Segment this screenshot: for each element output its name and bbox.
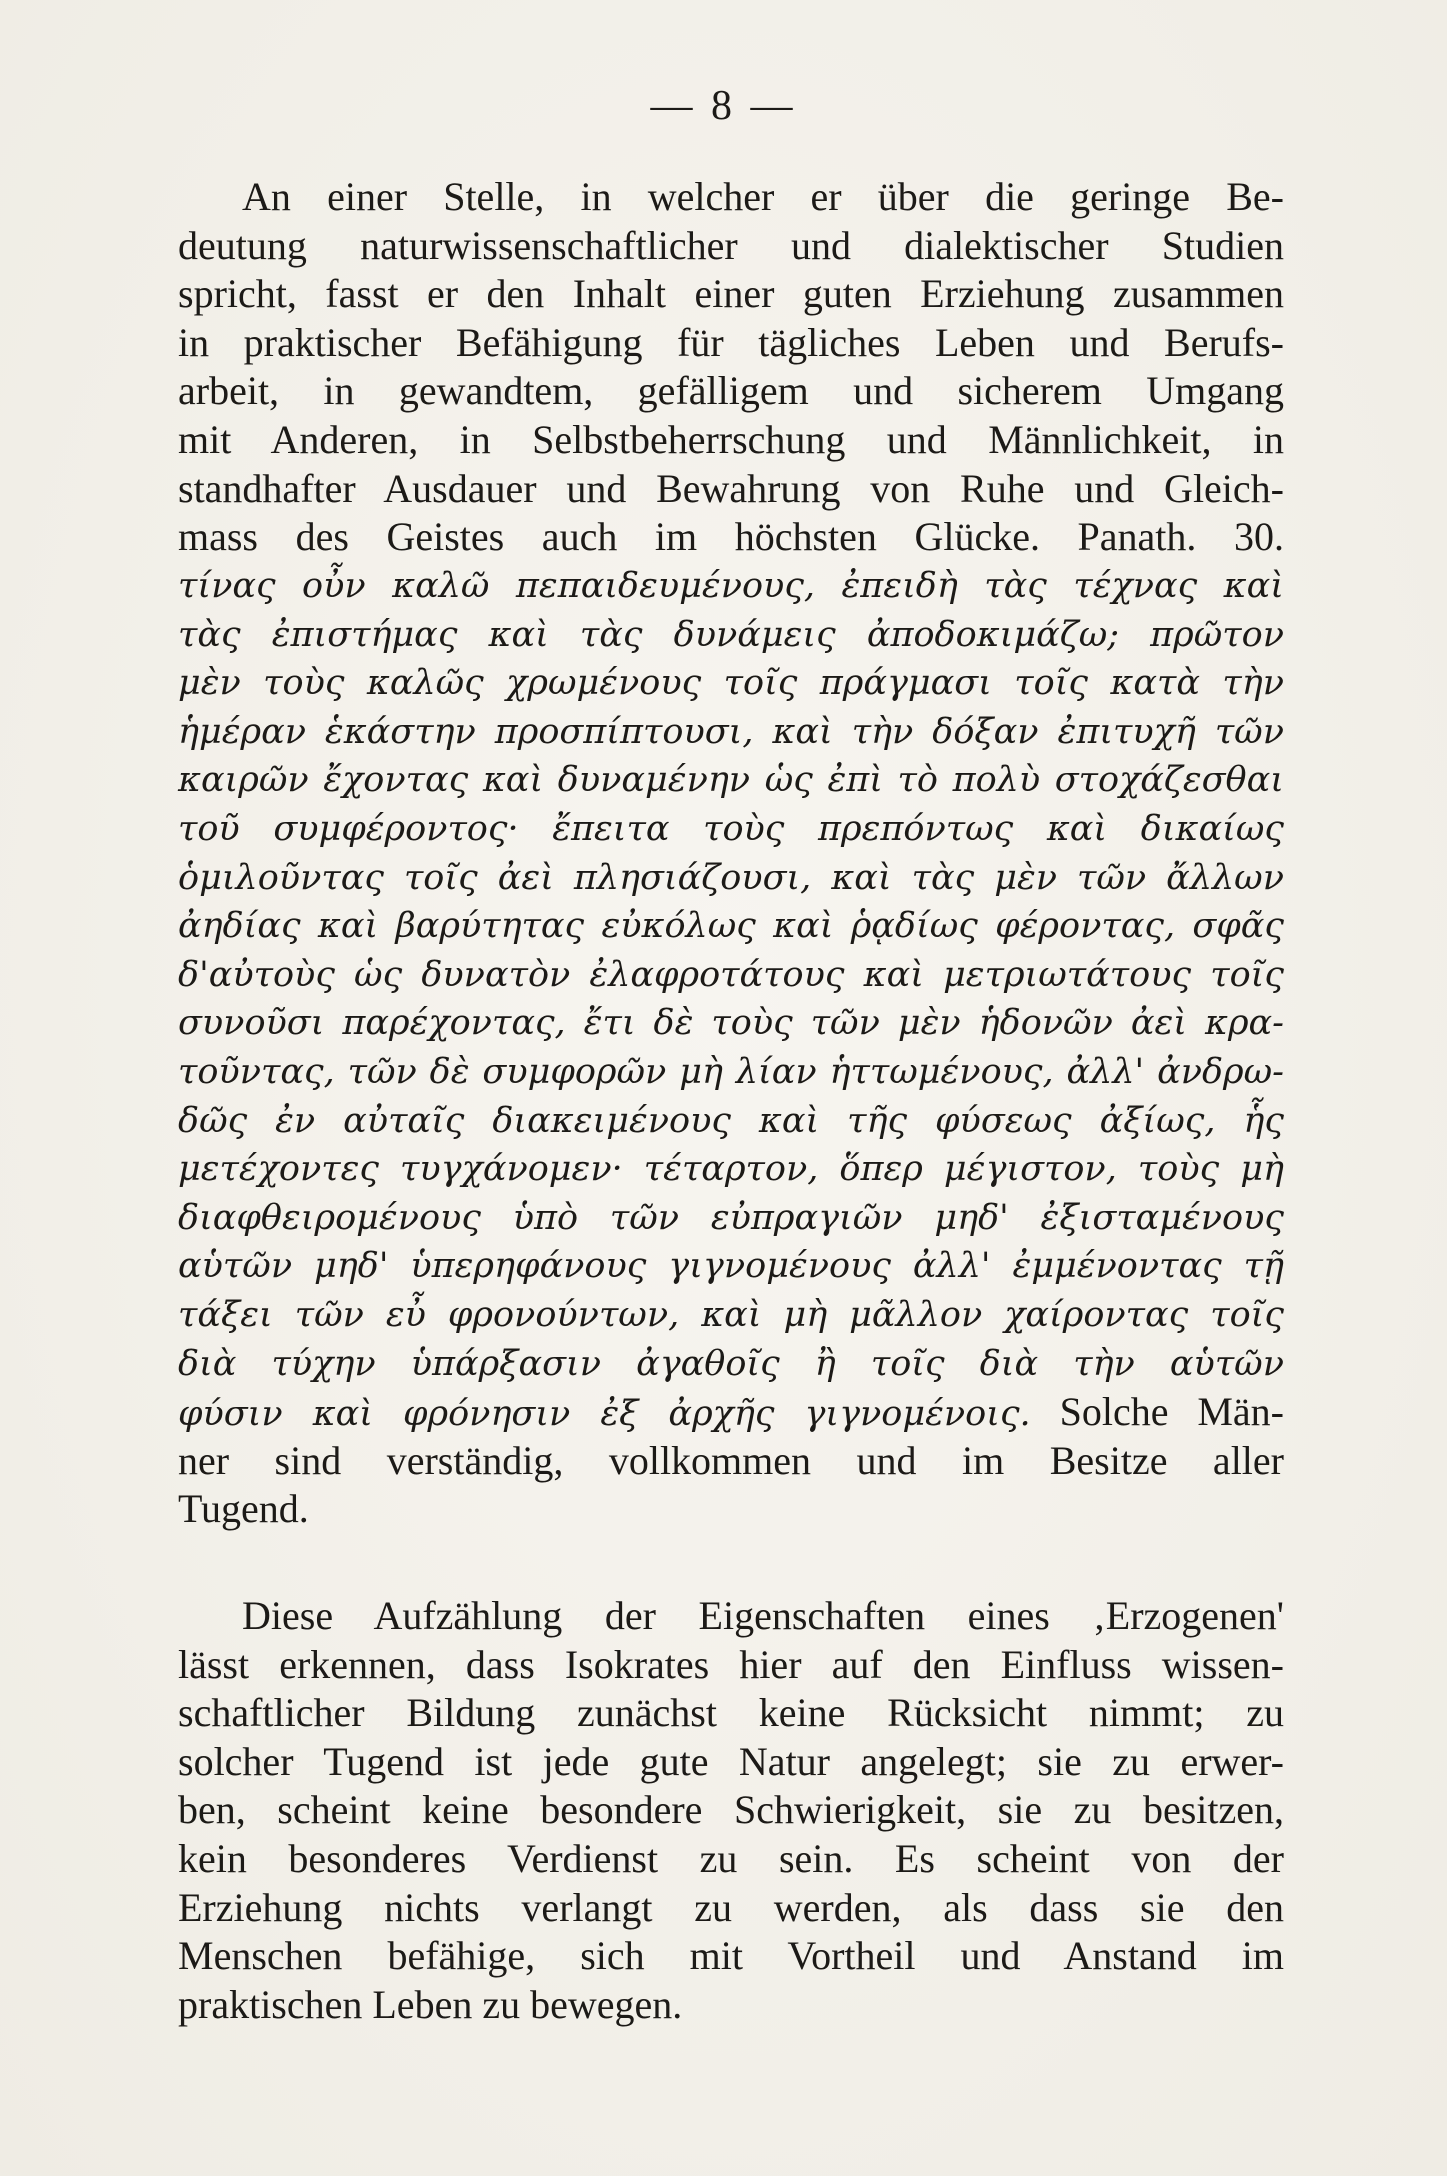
greek-line: τίνας οὖν καλῶ πεπαιδευμένους, ἐπειδὴ τὰς τέχνας καὶ <box>178 566 1284 606</box>
text-line: Menschen befähige, sich mit Vortheil und Anstand im <box>178 1933 1284 1979</box>
greek-line: διὰ τύχην ὑπάρξασιν ἀγαθοῖς ἢ τοῖς διὰ τὴν αὑτῶν <box>178 1343 1284 1384</box>
text-line: mit Anderen, in Selbstbeherrschung und Männlichkeit, in <box>178 416 1284 462</box>
greek-fragment: φύσιν καὶ φρόνησιν ἐξ ἀρχῆς γιγνομένοις. <box>178 1394 1031 1435</box>
greek-line: τὰς ἐπιστήμας καὶ τὰς δυνάμεις ἀποδοκιμάζω; πρῶτον <box>178 614 1284 655</box>
german-fragment: Solche Män- <box>1030 1389 1284 1435</box>
text-line: praktischen Leben zu bewegen. <box>178 1981 683 2027</box>
text-line: schaftlicher Bildung zunächst keine Rücksicht nimmt; zu <box>178 1690 1284 1736</box>
text-line: Diese Aufzählung der Eigenschaften eines ‚Erzogenen' <box>242 1593 1284 1638</box>
page-number: — 8 — <box>650 83 797 129</box>
greek-quotation <box>178 562 1284 1534</box>
greek-line: τοῦντας, τῶν δὲ συμφορῶν μὴ λίαν ἡττωμένους, ἀλλ' ἀνδρω- <box>178 1051 1284 1092</box>
mixed-line <box>178 1388 1284 1437</box>
greek-line: ἡμέραν ἑκάστην προσπίπτουσι, καὶ τὴν δόξαν ἐπιτυχῆ τῶν <box>178 711 1284 752</box>
text-line: spricht, fasst er den Inhalt einer guten Erziehung zusammen <box>178 271 1284 317</box>
text-line: Erziehung nichts verlangt zu werden, als dass sie den <box>178 1884 1284 1930</box>
greek-line: μὲν τοὺς καλῶς χρωμένους τοῖς πράγμασι τοῖς κατὰ τὴν <box>178 663 1284 704</box>
greek-line: συνοῦσι παρέχοντας, ἔτι δὲ τοὺς τῶν μὲν ἡδονῶν ἀεὶ κρα- <box>178 1003 1284 1044</box>
text-line: lässt erkennen, dass Isokrates hier auf den Einfluss wissen- <box>178 1641 1284 1687</box>
text-line: Tugend. <box>178 1486 309 1532</box>
paragraph-1 <box>178 173 1284 562</box>
greek-line: μετέχοντες τυγχάνομεν· τέταρτον, ὅπερ μέγιστον, τοὺς μὴ <box>178 1149 1284 1190</box>
greek-line: τοῦ συμφέροντος· ἔπειτα τοὺς πρεπόντως καὶ δικαίως <box>178 808 1284 849</box>
paragraph-2 <box>178 1592 1284 2029</box>
greek-line: τάξει τῶν εὖ φρονούντων, καὶ μὴ μᾶλλον χαίροντας τοῖς <box>178 1294 1284 1335</box>
greek-line: δῶς ἐν αὐταῖς διακειμένους καὶ τῆς φύσεως ἀξίως, ἧς <box>178 1100 1284 1141</box>
greek-line: αὑτῶν μηδ' ὑπερηφάνους γιγνομένους ἀλλ' ἐμμένοντας τῇ <box>178 1246 1284 1287</box>
greek-line: ὁμιλοῦντας τοῖς ἀεὶ πλησιάζουσι, καὶ τὰς μὲν τῶν ἄλλων <box>178 857 1284 898</box>
text-line: kein besonderes Verdienst zu sein. Es scheint von der <box>178 1835 1284 1881</box>
text-line: deutung naturwissenschaftlicher und dialektischer Studien <box>178 222 1284 268</box>
text-line: mass des Geistes auch im höchsten Glücke. Panath. 30. <box>178 514 1284 560</box>
text-line: ben, scheint keine besondere Schwierigkeit, sie zu besitzen, <box>178 1787 1284 1833</box>
text-line: arbeit, in gewandtem, gefälligem und sicherem Umgang <box>178 368 1284 414</box>
greek-line: καιρῶν ἔχοντας καὶ δυναμένην ὡς ἐπὶ τὸ πολὺ στοχάζεσθαι <box>178 760 1284 801</box>
text-line: in praktischer Befähigung für tägliches Leben und Berufs- <box>178 319 1284 365</box>
greek-line: δ'αὐτοὺς ὡς δυνατὸν ἐλαφροτάτους καὶ μετριωτάτους τοῖς <box>178 954 1284 995</box>
text-line: ner sind verständig, vollkommen und im Besitze aller <box>178 1437 1284 1483</box>
greek-line: διαφθειρομένους ὑπὸ τῶν εὐπραγιῶν μηδ' ἐξισταμένους <box>178 1197 1284 1238</box>
text-line: An einer Stelle, in welcher er über die geringe Be- <box>242 174 1284 219</box>
text-line: standhafter Ausdauer und Bewahrung von Ruhe und Gleich- <box>178 465 1284 511</box>
text-line: solcher Tugend ist jede gute Natur angelegt; sie zu erwer- <box>178 1738 1284 1784</box>
greek-line: ἀηδίας καὶ βαρύτητας εὐκόλως καὶ ῥᾳδίως φέροντας, σφᾶς <box>178 906 1284 947</box>
